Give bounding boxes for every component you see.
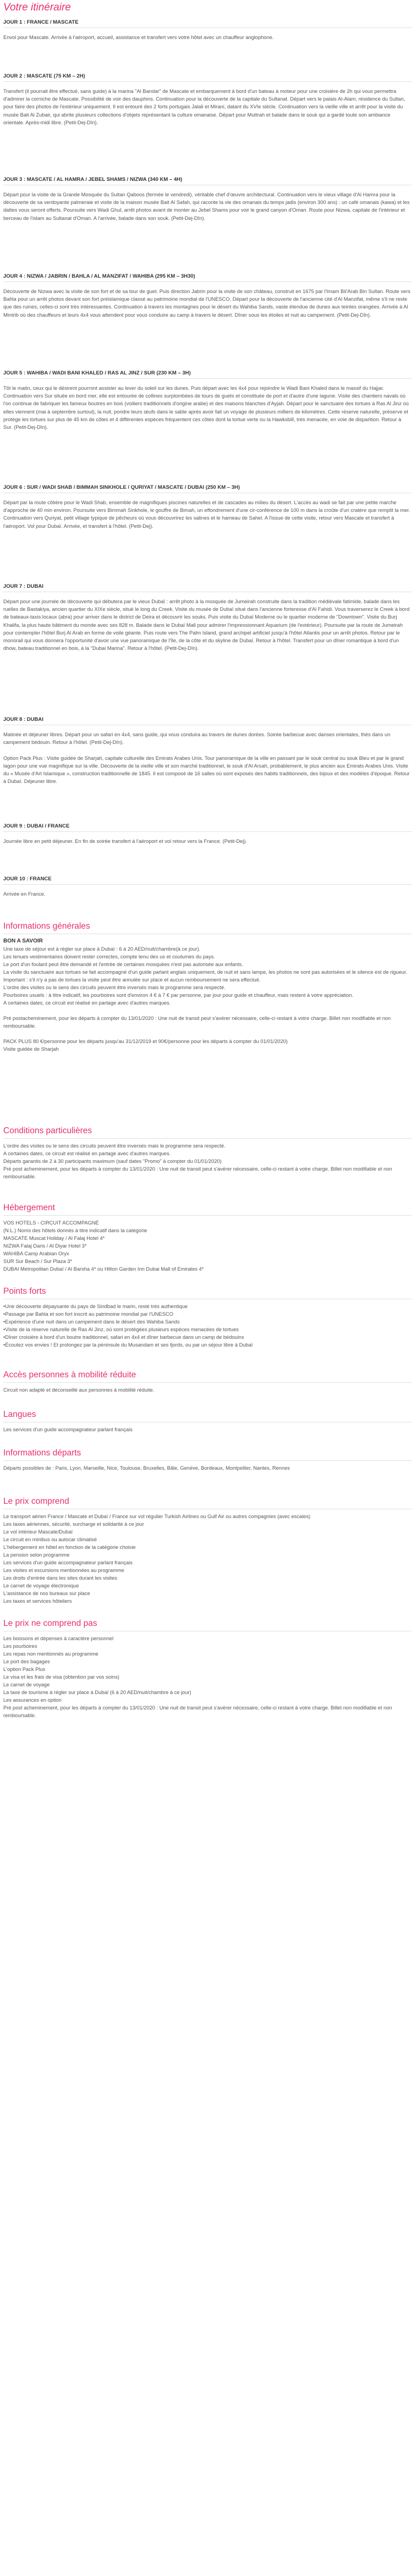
section-text: Une taxe de séjour est à régler sur place à Dubaï : 6 à 20 AED/nuit/chambre(à ce jour). Les tenues vestimentaires doivent rester correctes, compte tenu des us et coutumes du pays. Le port d'un foulard peut être demandé et l'entrée de certaines mosquées n'est pas autorisée aux enfants. La visite du sanctuaire aux tortues se fait accompagné d'un guide parlant anglais uniquement, de nuit et sans lampe, les photos ne sont pas autorisées et le silence est de rigueur. Important : s'il n'y a pas de tortues la visite peut être annulée sur place et aucun remboursement ne sera effectué. L'ordre des visites ou le sens des circuits peuvent être inversés mais le programme sera respecté. Pourboires usuels : à titre indicatif, les pourboires sont d'environ 4 € à 7 € par personne, par jour pour guide et chauffeur, mais restent à votre appréciation. A certaines dates, ce circuit est réalisé en partage avec d'autres marques. Pré postacheminement, pour les départs à compter du 13/01/2020 : Une nuit de transit peut s'avérer nécessaire, celle-ci restant à votre charge. Billet non modifiable et non remboursable. PACK PLUS 80 €/personne pour les départs jusqu'au 31/12/2019 et 90€/personne pour les départs à compter du 01/01/2020) Visite guidée de Sharjah xyxy=(3,946,408,1052)
section-text: Départs possibles de : Paris, Lyon, Marseille, Nice, Toulouse, Bruxelles, Bâle, Genève, Bordeaux, Montpellier, Nantes, Rennes xyxy=(3,1465,290,1471)
divider xyxy=(3,831,411,832)
day-title: JOUR 2 : MASCATE (75 KM – 2H) xyxy=(3,73,85,79)
day-6 xyxy=(3,484,411,530)
divider xyxy=(3,1460,411,1461)
section-title: Conditions particulières xyxy=(3,1126,92,1135)
divider xyxy=(3,1215,411,1216)
day-title: JOUR 9 : DUBAI / FRANCE xyxy=(3,823,70,829)
section-title: Langues xyxy=(3,1410,36,1419)
day-8 xyxy=(3,716,411,785)
day-text: Départ pour une journée de découverte qui débutera par le vieux Dubaï : arrêt photo à la mosquée de Jumeirah construite dans la tradition médiévale fatimide, balade dans les ruelles de Bastakiya, ancien quartier du XIXe siècle, situé le long du Creek. Visite du musée de Dubaï situé dans l'ancienne forteresse d'Al Fahidi. Vous traverserez le Creek à bord de bateaux-taxis locaux (abra) pour arriver dans le district de Deira et découvrir les souks. Puis visite du Dubaï Moderne ou le quartier moderne de "Downtown". Visite du Burj Khalifa, la plus haute bâtiment du monde avec ses 828 m. Balade dans le Dubaï Mall pour admirer l'impressionnant Aquarium (de l'extérieur). Poursuite par la route de Jumeirah pour contempler l'hôtel Burj Al Arab en forme de voile géante. Puis route vers The Palm Island, grand archipel artificiel jusqu'à l'hôtel Atlantis pour un arrêt photos. Retour par le monorail qui vous donnera l'opportunité d'avoir une vue panoramique de l'île, de la côte et du skyline de Dubaï. Retour à l'hôtel. Transfert pour un dîner romantique à bord d'un dhow, bateau traditionnel en bois, à la "Dubai Marina". Retour à l'hôtel. (Petit-Dej-Dîn). xyxy=(3,599,410,652)
section-text: Les services d'un guide accompagnateur parlant français xyxy=(3,1427,133,1432)
section-title: Accès personnes à mobilité réduite xyxy=(3,1370,136,1380)
section-title: Le prix comprend xyxy=(3,1497,69,1506)
day-title: JOUR 10 : FRANCE xyxy=(3,876,52,882)
day-10 xyxy=(3,875,411,898)
day-text: Matinée et déjeuner libres. Départ pour un safari en 4x4, sans guide, qui vous conduira au travers de dunes dorées. Soirée barbecue avec danses orientales, thés dans un campement bédouin. Retour à l'hôtel. (Petit-Dej-Dîn). Option Pack Plus : Visite guidée de Sharjah, capitale culturelle des Emirats Arabes Unis. Tour panoramique de la ville en passant par le souk central ou souk Bleu et par le grand lagon pour une vue magnifique sur la ville. Découverte de la vieille ville et son marché traditionnel, le souk d'Al Arsah, probablement, le plus ancien aux Emirats Arabes Unis. Visite du « Musée d'Art Islamique », construction traditionnelle de 1845. Il est composé de 16 salles où sont exposés des habits traditionnels, des bijoux et des modèles d'époque. Retour à Dubaï. Déjeuner libre. xyxy=(3,732,410,785)
section-prix-ne-comprend-pas xyxy=(3,1618,411,1719)
day-title: JOUR 8 : DUBAI xyxy=(3,716,43,722)
section-langues xyxy=(3,1409,411,1433)
divider xyxy=(3,1382,411,1383)
day-title: JOUR 5 : WAHIBA / WADI BANI KHALED / RAS AL JINZ / SUR (230 KM – 3H) xyxy=(3,370,191,376)
section-subtitle: BON A SAVOIR xyxy=(3,938,43,944)
divider xyxy=(3,1138,411,1139)
section-text: L'ordre des visites ou le sens des circuits peuvent être inversés mais le programme sera respecté. A certaines dates, ce circuit est réalisé en partage avec d'autres marques. Départs garantis de 2 à 30 participants maximum (sauf dates "Promo" à compter du 01/01/2020) Pré post acheminement, pour les départs à compter du 13/01/2020 : Une nuit de transit peut s'avérer nécessaire, celle-ci restant à votre charge. Billet non modifiable et non remboursable. xyxy=(3,1143,392,1179)
section-text: •Une découverte dépaysante du pays de Sindbad le marin, resté très authentique •Passage par Bahla et son fort inscrit au patrimoine mondial par l'UNESCO •Expérience d'une nuit dans un campement dans le désert des Wahiba Sands •Visite de la réserve naturelle de Ras Al Jinz, où sont protégées plusieurs espèces menacées de tortues •Dîner croisière à bord d'un boutre traditionnel, safari en 4x4 et dîner barbecue dans un camp de bédouins •Écoutez vos envies ! Et prolongez par la péninsule du Musandam et ses fjords, ou par un séjour libre à Dubaï xyxy=(3,1304,253,1348)
section-text: Les boissons et dépenses à caractère personnel Les pourboires Les repas non mentionnés au programme Le port des bagages L'option Pack Plus Le visa et les frais de visa (obtention par vos soins) Le carnet de voyage La taxe de tourisme à régler sur place à Dubaï (6 à 20 AED/nuit/chambre à ce jour) Les assurances en option Pré post acheminement, pour les départs à compter du 13/01/2020 : Une nuit de transit peut s'avérer nécessaire, celle-ci restant à votre charge. Billet non modifiable et non remboursable. xyxy=(3,1636,392,1718)
section-title: Le prix ne comprend pas xyxy=(3,1619,97,1628)
day-text: Départ par la route côtière pour le Wadi Shab, ensemble de magnifiques piscines naturelles et de cascades au milieu du désert. L'accès au wadi se fait par une petite marche d'approche de 40 min environ. Poursuite vers Bimmah Sinkhole, le gouffre de Bimah, un effondrement d'une cir-conférence de 100 m dans la croûte d'un cratère que remplit la mer. Continuation vers Quriyat, petit village typique de pêcheurs où vous découvrirez les salines et le hameau de Sahel. A l'issue de cette visite, retour vers Mascate et transfert à l'aéroport. Vol pour Dubaï. Arrivée, et transfert à l'hôtel. (Petit-Dej). xyxy=(3,500,410,529)
day-3 xyxy=(3,176,411,222)
section-hebergement xyxy=(3,1202,411,1273)
divider xyxy=(3,884,411,885)
section-conditions xyxy=(3,1125,411,1181)
day-text: Départ pour la visite de la Grande Mosquée du Sultan Qaboos (fermée le vendredi), véritable chef d'œuvre architectural. Continuation vers le vieux village d'Al Hamra pour la découverte de sa verdoyante palmeraie et visite de la maison musée Bait Al Safah, qui raconte la vie des omanais du temps jadis (environ 300 ans) : un café omanais (kawa) et les dattes vous seront offerts. Poursuite vers Wadi Ghul, arrêt photos avant de monter au Jebel Shams pour voir le grand canyon d'Oman. Route pour Nizwa, capitale de l'intérieur et berceau de l'islam au Sultanat d'Oman. A l'arrivée, balade dans son souk. (Petit-Dej-Dîn). xyxy=(3,192,410,221)
section-text: Circuit non adapté et déconseillé aux personnes à mobilité réduite. xyxy=(3,1387,155,1393)
day-title: JOUR 7 : DUBAI xyxy=(3,583,43,589)
day-title: JOUR 6 : SUR / WADI SHAB / BIMMAH SINKHOLE / QURIYAT / MASCATE / DUBAI (250 KM – 3H) xyxy=(3,484,240,490)
section-text: Le transport aérien France / Mascate et Dubaï / France sur vol régulier Turkish Airlines ou Gulf Air ou autres compagnies (avec escales) Les taxes aériennes, sécurité, surcharge et solidarité à ce jour Le vol intérieur Mascate/Dubaï Le circuit en minibus ou autocar climatisé L'hébergement en hôtel en fonction de la catégorie choisie La pension selon programme Les services d'un guide accompagnateur parlant français Les visites et excursions mentionnées au programme Les droits d'entrée dans les sites durant les visites Le carnet de voyage électronique L'assistance de nos bureaux sur place Les taxes et services hôteliers xyxy=(3,1514,311,1604)
day-1 xyxy=(3,19,411,41)
divider xyxy=(3,81,411,82)
section-title: Hébergement xyxy=(3,1203,55,1212)
day-2 xyxy=(3,73,411,126)
section-points-forts xyxy=(3,1286,411,1349)
day-text: Envol pour Mascate. Arrivée à l'aéroport, accueil, assistance et transfert vers votre hôtel avec un chauffeur anglophone. xyxy=(3,35,274,40)
section-infos xyxy=(3,920,411,1053)
divider xyxy=(3,378,411,379)
day-title: JOUR 4 : NIZWA / JABRIN / BAHLA / AL MANZIFAT / WAHIBA (295 KM – 3H30) xyxy=(3,273,195,279)
day-text: Découverte de Nizwa avec la visite de son fort et de sa tour de guet. Puis direction Jabrin pour la visite de son château, construit en 1675 par l'Imam Bil'Arab Bin Sultan. Route vers Bahla pour un arrêt photos devant son fort préislamique classé au patrimoine mondial de l'UNESCO. Départ pour la découverte de l'ancienne cité d'Al Manzifat, même s'il ne reste que des ruines, celles-ci sont très intéressantes. Continuation à travers les montagnes pour le désert du Wahiba Sands, vaste étendue de dunes aux teintes orangées. Arrivée à Al Mintrib où des chauffeurs et leurs 4x4 vous attendent pour vous conduire au camp à travers le désert. Dîner sous les étoiles et nuit au campement. (Petit-Dej-Dîn). xyxy=(3,289,410,318)
day-text: Transfert (il pourrait être effectué, sans guide) à la marina "Al Bandar" de Mascate et embarquement à bord d'un bateau à moteur pour une croisière de 2h qui vous permettra d'admirer la corniche de Mascate. Possibilité de voir des dauphins. Continuation pour la découverte de la capitale du Sultanat. Départ vers le palais Al-Alam, résidence du Sultan, pour faire des photos de l'extérieur uniquement. Il est entouré des 2 forts portugais Jalali et Mirani, datant du XVIe siècle. Continuation vers la vieille ville et arrêt pour la visite du musée Bait Al Zubair, qui abrite plusieurs collections d'objets représentant la culture omanaise. Départ pour Muttrah et balade dans le souk qui a gardé toute son ambiance orientale. Après-midi libre. (Petit-Dej-Dîn). xyxy=(3,89,405,125)
section-acces xyxy=(3,1369,411,1394)
day-title: JOUR 1 : FRANCE / MASCATE xyxy=(3,19,79,25)
section-prix-comprend xyxy=(3,1496,411,1605)
section-title: Points forts xyxy=(3,1287,46,1296)
day-9 xyxy=(3,823,411,845)
section-text: VOS HOTELS - CIRCUIT ACCOMPAGNÉ (N.L.) Noms des hôtels donnés à titre indicatif dans la catégorie MASCATE Muscat Holiday / Al Falaj Hotel 4* NIZWA Falaj Daris / Al Diyar Hotel 3* WAHIBA Camp Arabian Oryx SUR Sur Beach / Sur Plaza 3* DUBAI Metropolitan Dubaï / Al Barsha 4* ou Hilton Garden Inn Dubai Mall of Emirates 4* xyxy=(3,1220,204,1272)
section-departs xyxy=(3,1447,411,1472)
day-5 xyxy=(3,369,411,431)
section-title: Informations générales xyxy=(3,922,90,931)
day-text: Arrivée en France. xyxy=(3,891,46,897)
day-title: JOUR 3 : MASCATE / AL HAMRA / JEBEL SHAMS / NIZWA (340 KM – 4H) xyxy=(3,176,183,183)
page-title: Votre itinéraire xyxy=(3,2,71,13)
day-4 xyxy=(3,273,411,319)
day-text: Tôt le matin, ceux qui le désirent pourront assister au lever du soleil sur les dunes. Puis départ avec les 4x4 pour rejoindre le Wadi Bani Khaled dans le massif du Hajjar. Continuation vers Sur située en bord mer, elle est entourée de collines surplombées de tours de guets et constituée de port et d'autre d'une lagune. Visite des chantiers navals où l'on continue de fabriquer les fameux boutres en bois (voiliers traditionnels d'origine arabe) et des maisons blanches d'Ayjah. Départ pour le sanctuaire des tortues à Ras Al Jinz où elles viennent (mai à septembre surtout), la nuit, pondre leurs œufs dans le sable après avoir fait un voyage de plusieurs milliers de kilomètres. Cette réserve naturelle, préserve et protège les tortues sur plus de 45 km de côtes et 4 différentes espèces fréquentent ces côtes dont la tortue verte ou la Hawksbill, très menacée, en voie de disparition. Retour à Sur. (Petit-Dej-Dîn). xyxy=(3,385,409,431)
day-text: Journée libre en petit déjeuner. En fin de soirée transfert à l'aéroport et vol retour vers la France. (Petit-Dej). xyxy=(3,839,248,844)
section-title: Informations départs xyxy=(3,1448,81,1458)
day-7 xyxy=(3,583,411,652)
divider xyxy=(3,27,411,28)
